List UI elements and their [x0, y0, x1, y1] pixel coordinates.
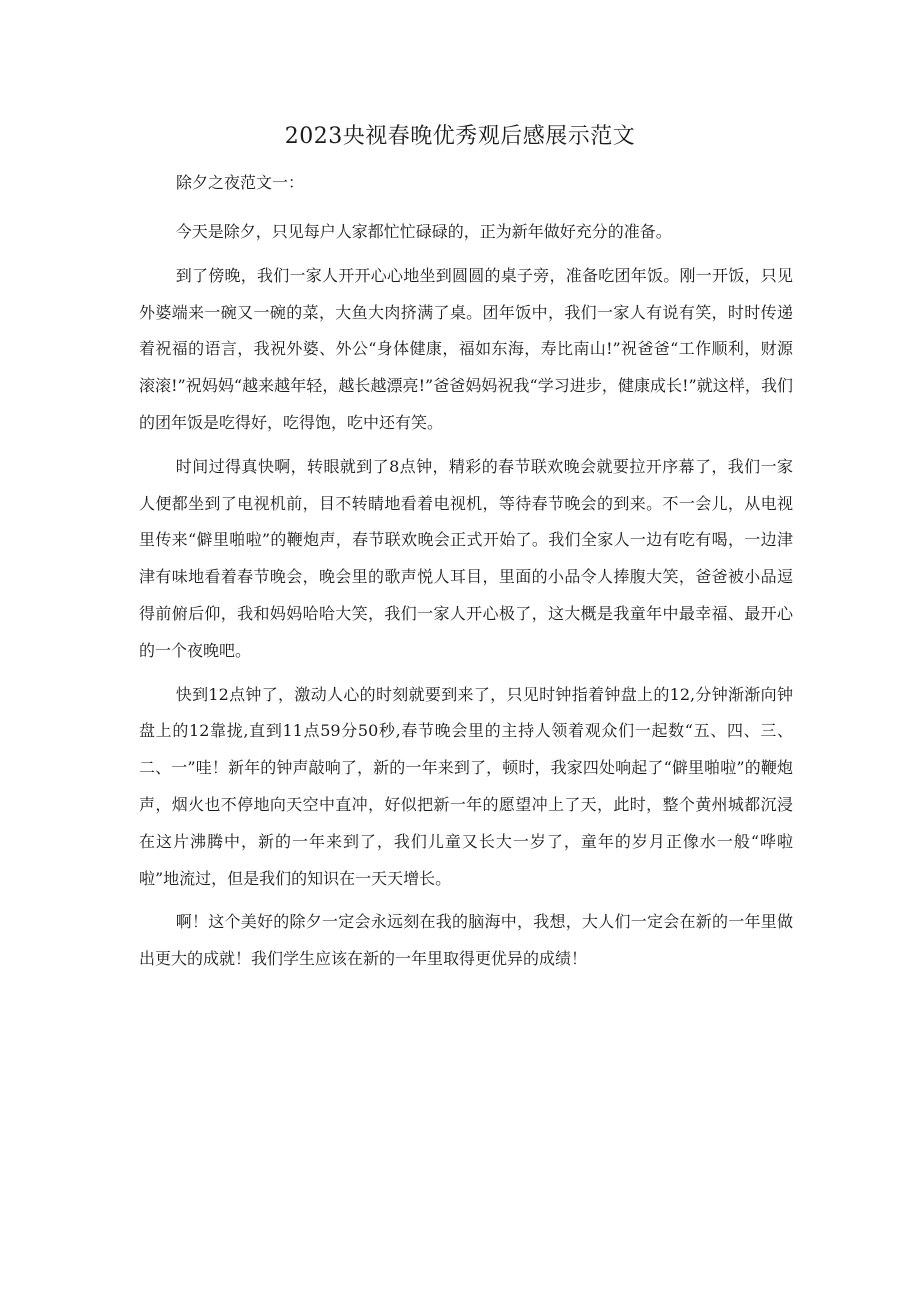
paragraph-4: 快到12点钟了，激动人心的时刻就要到来了，只见时钟指着钟盘上的12,分钟渐渐向钟盘上的12靠拢,直到11点59分50秒,春节晚会里的主持人领着观众们一起数“五、四、三、二、一”哇！新年的钟声敲响了，新的一年来到了，顿时，我家四处响起了“僻里啪啦”的鞭炮声，烟火也不停地向天空中直冲，好似把新一年的愿望冲上了天，此时，整个黄州城都沉浸在这片沸腾中，新的一年来到了，我们儿童又长大一岁了，童年的岁月正像水一般“哗啦啦”地流过，但是我们的知识在一天天增长。	[139, 684, 793, 888]
document-body	[139, 214, 793, 985]
paragraph-3: 时间过得真快啊，转眼就到了8点钟，精彩的春节联欢晚会就要拉开序幕了，我们一家人便都坐到了电视机前，目不转睛地看着电视机，等待春节晚会的到来。不一会儿，从电视里传来“僻里啪啦”的鞭炮声，春节联欢晚会正式开始了。我们全家人一边有吃有喝，一边津津有味地看着春节晚会，晚会里的歌声悦人耳目，里面的小品令人捧腹大笑，爸爸被小品逗得前俯后仰，我和妈妈哈哈大笑，我们一家人开心极了，这大概是我童年中最幸福、最开心的一个夜晚吧。	[139, 456, 793, 660]
document-title: 2023央视春晚优秀观后感展示范文	[284, 124, 636, 149]
paragraph-1: 今天是除夕，只见每户人家都忙忙碌碌的，正为新年做好充分的准备。	[175, 222, 672, 241]
paragraph-5: 啊！这个美好的除夕一定会永远刻在我的脑海中，我想，大人们一定会在新的一年里做出更大的成就！我们学生应该在新的一年里取得更优异的成绩！	[139, 912, 793, 969]
paragraph-2: 到了傍晚，我们一家人开开心心地坐到圆圆的桌子旁，准备吃团年饭。刚一开饭，只见外婆端来一碗又一碗的菜，大鱼大肉挤满了桌。团年饭中，我们一家人有说有笑，时时传递着祝福的语言，我祝外婆、外公“身体健康，福如东海，寿比南山!”祝爸爸“工作顺利，财源滚滚!”祝妈妈“越来越年轻，越长越漂亮!”爸爸妈妈祝我“学习进步，健康成长!”就这样，我们的团年饭是吃得好，吃得饱，吃中还有笑。	[139, 265, 793, 432]
document-subtitle: 除夕之夜范文一：	[176, 173, 305, 192]
